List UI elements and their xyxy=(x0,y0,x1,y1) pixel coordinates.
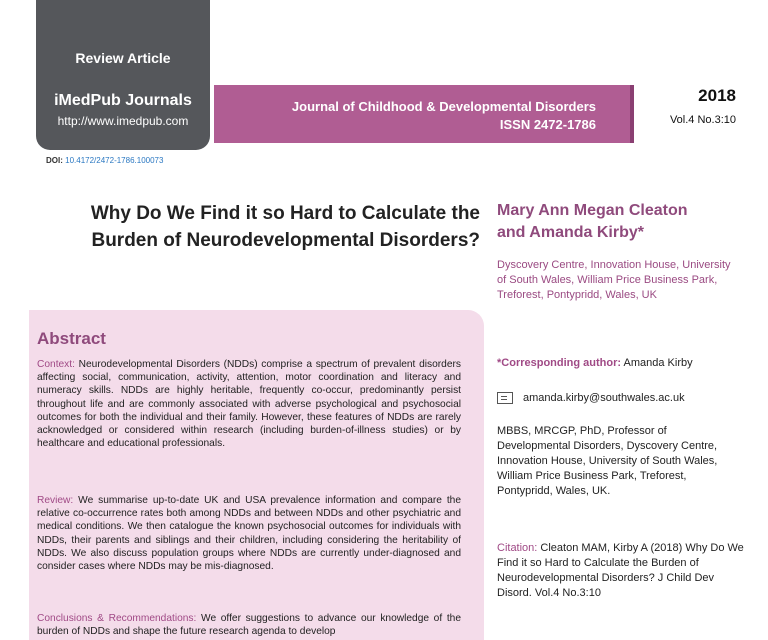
abstract-review xyxy=(37,494,461,573)
email-link[interactable]: amanda.kirby@southwales.ac.uk xyxy=(523,392,685,404)
journal-url[interactable]: http://www.imedpub.com xyxy=(57,114,189,128)
doi xyxy=(46,156,163,165)
mail-icon xyxy=(497,392,513,404)
journal-name: Journal of Childhood & Developmental Disorders xyxy=(291,99,596,114)
review-label: Review: xyxy=(37,495,74,506)
abstract-heading: Abstract xyxy=(37,329,106,348)
review-text: We summarise up-to-date UK and USA prevalence information and compare the relative co-occurrence rates both among NDDs and between NDDs and other psychiatric and medical conditions. We then catalogue the known psychosocial outcomes for individuals with NDDs, their parents and siblings and their children, including considering the heritability of NDDs. We also discuss population groups where NDDs are currently under-diagnosed and consider cases where NDDs may be mis-diagnosed. xyxy=(37,495,461,573)
authors-line-1: Mary Ann Megan Cleaton xyxy=(497,202,688,219)
publication-year: 2018 xyxy=(698,86,736,105)
volume-info: Vol.4 No.3:10 xyxy=(669,114,736,126)
journal-issn: ISSN 2472-1786 xyxy=(499,117,596,132)
doi-link[interactable]: 10.4172/2472-1786.100073 xyxy=(65,156,164,165)
authors xyxy=(497,200,757,244)
corresponding-label: *Corresponding author: xyxy=(497,357,622,369)
conclusions-label: Conclusions & Recommendations: xyxy=(37,613,197,624)
corresponding-name: Amanda Kirby xyxy=(623,357,693,369)
citation-text: Cleaton MAM, Kirby A (2018) Why Do We Find it so Hard to Calculate the Burden of Neurodevelopmental Disorders? J Child Dev Disord. Vol.4 No.3:10 xyxy=(497,542,744,599)
affiliation: Dyscovery Centre, Innovation House, University of South Wales, William Price Business Park, Treforest, Pontypridd, Wales, UK xyxy=(497,259,731,301)
context-text: Neurodevelopmental Disorders (NDDs) comprise a spectrum of prevalent disorders affecting social, communication, activity, attention, motor coordination and literacy and numeracy skills. NDDs are highly heritable, frequently co-occur, predominantly persist throughout life and are commonly associated with adverse psychological and psychosocial outcomes for both the individual and their family. However, these features of NDDs are rarely acknowledged or considered within research (including burden-of-illness studies) or by healthcare and educational professionals. xyxy=(37,359,461,450)
article-type: Review Article xyxy=(75,50,171,66)
abstract-conclusions xyxy=(37,612,461,638)
doi-label: DOI: xyxy=(46,156,63,165)
email-row xyxy=(497,392,685,404)
conclusions-text: We offer suggestions to advance our knowledge of the burden of NDDs and shape the future research agenda to develop xyxy=(37,613,461,638)
corresponding-author xyxy=(497,357,693,369)
qualifications: MBBS, MRCGP, PhD, Professor of Developmental Disorders, Dyscovery Centre, Innovation House, University of South Wales, William Price Business Park, Treforest, Pontypridd, Wales, UK. xyxy=(497,425,718,497)
context-label: Context: xyxy=(37,359,75,370)
title-line-1: Why Do We Find it so Hard to Calculate the xyxy=(90,203,480,224)
abstract-context xyxy=(37,358,461,450)
journal-band xyxy=(214,85,630,143)
header-tab xyxy=(36,0,210,150)
citation xyxy=(497,541,747,601)
article-title xyxy=(40,200,480,254)
citation-label: Citation: xyxy=(497,542,538,554)
title-line-2: Burden of Neurodevelopmental Disorders? xyxy=(91,230,480,251)
authors-line-2: and Amanda Kirby* xyxy=(497,224,644,241)
journal-brand: iMedPub Journals xyxy=(54,92,192,109)
